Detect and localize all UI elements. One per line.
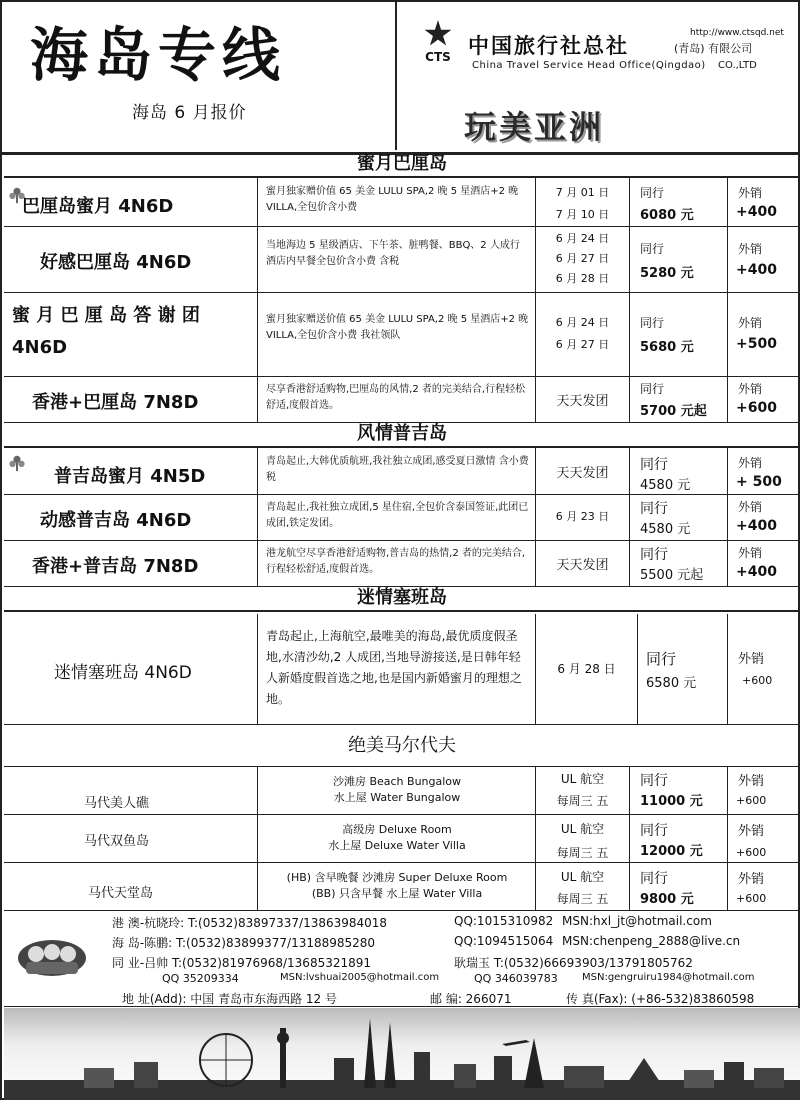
ext-value: +600 <box>742 674 773 687</box>
table-row <box>4 766 800 815</box>
tour-name: 香港+巴厘岛 7N8D <box>32 392 199 413</box>
ext-label: 外销 <box>738 774 765 789</box>
price-value: 11000 元 <box>640 794 703 809</box>
room-type: 水上屋 Water Bungalow <box>333 791 461 804</box>
tour-date: 7 月 01 日 <box>555 186 610 199</box>
departure-days: 每周三 五 <box>556 892 609 906</box>
contact-msn: MSN:gengruiru1984@hotmail.com <box>582 972 755 983</box>
room-type: 水上屋 Deluxe Water Villa <box>328 839 466 852</box>
price-label: 同行 <box>640 773 668 789</box>
contact-line: 海 岛-陈鹏: T:(0532)83899377/13188985280 <box>112 936 376 950</box>
contact-block <box>4 910 800 1007</box>
tour-date: 天天发团 <box>556 394 609 409</box>
price-value: 5700 元起 <box>640 404 707 419</box>
slogan: 玩美亚洲 <box>464 108 605 146</box>
table-row <box>4 292 800 377</box>
room-types <box>258 822 536 854</box>
tour-name: 普吉岛蜜月 4N5D <box>54 466 206 487</box>
price-label: 同行 <box>640 871 668 887</box>
contact-msn: MSN:lvshuai2005@hotmail.com <box>280 972 440 983</box>
tour-name: 香港+普吉岛 7N8D <box>32 556 199 577</box>
tour-date: 6 月 27 日 <box>555 252 610 265</box>
staff-avatar-icon <box>16 932 88 978</box>
price-value: 4580 元 <box>640 478 691 493</box>
tour-date: 天天发团 <box>556 558 609 573</box>
page-title: 海岛专线 <box>30 21 287 89</box>
tour-date: 6 月 24 日 <box>555 232 610 245</box>
header <box>2 2 798 155</box>
ext-label: 外销 <box>738 382 763 396</box>
airline: UL 航空 <box>560 870 605 884</box>
contact-msn: MSN:hxl_jt@hotmail.com <box>562 914 712 928</box>
page-subtitle: 海岛 6 月报价 <box>132 103 247 123</box>
ext-label: 外销 <box>738 652 765 667</box>
tour-date: 6 月 27 日 <box>555 338 610 351</box>
tour-desc: 蜜月独家赠送价值 65 美金 LULU SPA,2 晚 5 星酒店+2 晚 VILLA,全包价含小费 我社领队 <box>266 314 529 341</box>
room-types <box>258 870 536 902</box>
ext-value: +400 <box>736 204 777 220</box>
resort-name: 马代天堂岛 <box>88 886 154 901</box>
ext-value: +600 <box>736 892 767 905</box>
ext-label: 外销 <box>738 872 765 887</box>
table-row <box>4 862 800 911</box>
tour-date: 6 月 28 日 <box>555 272 610 285</box>
company-url: http://www.ctsqd.net <box>690 28 784 38</box>
room-type: (HB) 含早晚餐 沙滩房 Super Deluxe Room <box>286 871 508 884</box>
contact-line: 同 业-吕帅 T:(0532)81976968/13685321891 <box>112 956 372 970</box>
contact-msn: MSN:chenpeng_2888@live.cn <box>562 934 741 948</box>
address: 地 址(Add): 中国 青岛市东海西路 12 号 <box>122 992 337 1006</box>
ext-value: +400 <box>736 518 777 534</box>
price-label: 同行 <box>640 501 668 517</box>
ext-label: 外销 <box>738 186 763 200</box>
tour-date: 天天发团 <box>556 466 609 481</box>
price-label: 同行 <box>640 316 665 330</box>
ext-value: +600 <box>736 794 767 807</box>
ext-label: 外销 <box>738 824 765 839</box>
contact-qq: QQ:1015310982 <box>454 914 554 928</box>
price-value: 4580 元 <box>640 522 691 537</box>
resort-name: 马代美人礁 <box>84 796 150 811</box>
price-value: 5500 元起 <box>640 568 704 583</box>
price-value: 5280 元 <box>640 266 694 281</box>
airline: UL 航空 <box>560 772 605 786</box>
contact-qq: QQ 35209334 <box>162 972 239 985</box>
ext-value: +600 <box>736 400 777 416</box>
section-title-saipan: 迷情塞班岛 <box>4 586 800 612</box>
tour-name: 迷情塞班岛 4N6D <box>54 663 192 683</box>
table-row <box>4 448 800 495</box>
airline: UL 航空 <box>560 822 605 836</box>
tour-date: 7 月 10 日 <box>555 208 610 221</box>
tour-date: 6 月 23 日 <box>555 510 610 523</box>
tour-desc: 青岛起止,大韩优质航班,我社独立成团,感受夏日激情 含小费 税 <box>266 456 529 483</box>
price-label: 同行 <box>640 457 668 473</box>
tour-desc: 尽享香港舒适购物,巴厘岛的风情,2 者的完美结合,行程轻松舒适,度假首选。 <box>266 384 526 411</box>
table-row <box>4 178 800 227</box>
room-type: 沙滩房 Beach Bungalow <box>332 775 462 788</box>
room-type: 高级房 Deluxe Room <box>342 823 452 836</box>
ext-value: + 500 <box>736 474 782 490</box>
section-title-bali: 蜜月巴厘岛 <box>4 152 800 178</box>
tour-date: 6 月 28 日 <box>557 662 616 676</box>
tour-date: 6 月 24 日 <box>555 316 610 329</box>
price-label: 同行 <box>646 650 677 668</box>
ext-label: 外销 <box>738 500 763 514</box>
price-value: 12000 元 <box>640 844 703 859</box>
tour-desc: 蜜月独家赠价值 65 美金 LULU SPA,2 晚 5 星酒店+2 晚 VILLA,全包价含小费 <box>266 186 519 213</box>
company-name-en: China Travel Service Head Office(Qingdao) <box>472 60 706 71</box>
city-skyline-illustration <box>4 1008 800 1100</box>
tour-desc: 青岛起止,我社独立成团,5 星住宿,全包价含泰国签证,此团已成团,铁定发团。 <box>266 502 529 529</box>
section-title-phuket: 风情普吉岛 <box>4 422 800 448</box>
orchid-icon <box>8 454 26 472</box>
price-label: 同行 <box>640 382 665 396</box>
price-label: 同行 <box>640 547 668 563</box>
logo-text: CTS <box>425 50 451 64</box>
table-row <box>4 376 800 423</box>
tour-name: 巴厘岛蜜月 4N6D <box>22 196 174 217</box>
tour-name: 蜜 月 巴 厘 岛 答 谢 团 4N6D <box>12 305 200 358</box>
tour-desc: 当地海边 5 星级酒店、下午茶、脏鸭餐、BBQ、2 人成行 酒店内早餐全包价含小费 含税 <box>266 240 520 267</box>
ext-value: +600 <box>736 846 767 859</box>
departure-days: 每周三 五 <box>556 846 609 860</box>
table-row <box>4 226 800 293</box>
tour-name: 动感普吉岛 4N6D <box>40 510 192 531</box>
section-title-maldives: 绝美马尔代夫 <box>4 726 800 767</box>
tour-desc: 青岛起止,上海航空,最唯美的海岛,最优质度假圣地,水清沙幼,2 人成团,当地导游接送,是日韩年轻人新婚度假首选之地,也是国内新婚蜜月的理想之地。 <box>266 629 522 706</box>
ext-label: 外销 <box>738 456 763 470</box>
ext-value: +400 <box>736 564 777 580</box>
contact-qq: QQ 346039783 <box>474 972 558 985</box>
header-divider <box>395 2 397 150</box>
price-label: 同行 <box>640 823 668 839</box>
resort-name: 马代双鱼岛 <box>84 834 150 849</box>
star-icon <box>424 20 452 48</box>
price-value: 6080 元 <box>640 208 694 223</box>
company-name-cn: 中国旅行社总社 <box>468 33 629 58</box>
ext-value: +500 <box>736 336 777 352</box>
cts-logo <box>418 20 458 68</box>
contact-qq: QQ:1094515064 <box>454 934 554 948</box>
postcode: 邮 编: 266071 <box>430 992 512 1006</box>
price-value: 9800 元 <box>640 892 694 907</box>
price-label: 同行 <box>640 242 665 256</box>
ext-value: +400 <box>736 262 777 278</box>
company-co: CO.,LTD <box>718 60 757 71</box>
room-type: (BB) 只含早餐 水上屋 Water Villa <box>311 887 483 900</box>
ext-label: 外销 <box>738 316 763 330</box>
price-value: 6580 元 <box>646 676 697 691</box>
tour-desc: 港龙航空尽享香港舒适购物,普吉岛的热情,2 者的完美结合,行程轻松舒适,度假首选。 <box>266 548 526 575</box>
table-row <box>4 540 800 587</box>
table-row <box>4 814 800 863</box>
table-row <box>4 494 800 541</box>
departure-days: 每周三 五 <box>556 794 609 808</box>
table-row <box>4 614 800 725</box>
contact-line: 港 澳-杭晓玲: T:(0532)83897337/13863984018 <box>112 916 388 930</box>
ext-label: 外销 <box>738 546 763 560</box>
price-value: 5680 元 <box>640 340 694 355</box>
room-types <box>258 774 536 806</box>
price-label: 同行 <box>640 186 665 200</box>
contact-line: 耿瑞玉 T:(0532)66693903/13791805762 <box>454 956 693 970</box>
company-name-suffix: (青岛) 有限公司 <box>674 42 753 55</box>
ext-label: 外销 <box>738 242 763 256</box>
tour-name: 好感巴厘岛 4N6D <box>40 252 192 273</box>
fax: 传 真(Fax): (+86-532)83860598 <box>566 992 755 1006</box>
